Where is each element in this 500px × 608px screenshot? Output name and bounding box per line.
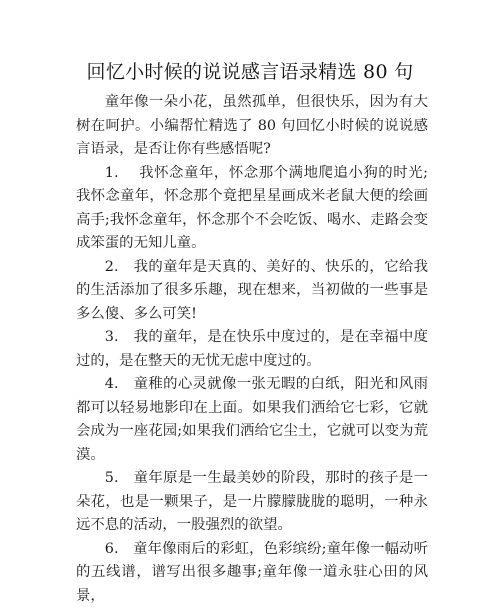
list-item: 3. 我的童年，是在快乐中度过的，是在幸福中度过的，是在整天的无忧无虑中度过的。 — [76, 326, 428, 373]
list-item: 1. 我怀念童年，怀念那个满地爬追小狗的时光;我怀念童年，怀念那个竟把星星画成米老鼠大便的绘画高手;我怀念童年，怀念那个不会吃饭、喝水、走路会变成笨蛋的无知儿童。 — [76, 162, 428, 256]
intro-paragraph: 童年像一朵小花，虽然孤单，但很快乐，因为有大树在呵护。小编帮忙精选了 80 句回忆小时候的说说感言语录，是否让你有些感悟呢? — [76, 91, 428, 162]
list-item: 6. 童年像雨后的彩虹，色彩缤纷;童年像一幅动听的五线谱，谱写出很多趣事;童年像一道永驻心田的风景， — [76, 538, 428, 608]
list-item: 4. 童稚的心灵就像一张无暇的白纸，阳光和风雨都可以轻易地影印在上面。如果我们洒给它七彩，它就会成为一座花园;如果我们洒给它尘土，它就可以变为荒漠。 — [76, 373, 428, 467]
list-item: 2. 我的童年是天真的、美好的、快乐的，它给我的生活添加了很多乐趣，现在想来，当初做的一些事是多么傻、多么可笑! — [76, 256, 428, 327]
list-item: 5. 童年原是一生最美妙的阶段，那时的孩子是一朵花，也是一颗果子，是一片朦朦胧胧的聪明，一种永远不息的活动，一股强烈的欲望。 — [76, 467, 428, 538]
document-title: 回忆小时候的说说感言语录精选 80 句 — [0, 60, 500, 84]
document-body — [76, 91, 428, 608]
